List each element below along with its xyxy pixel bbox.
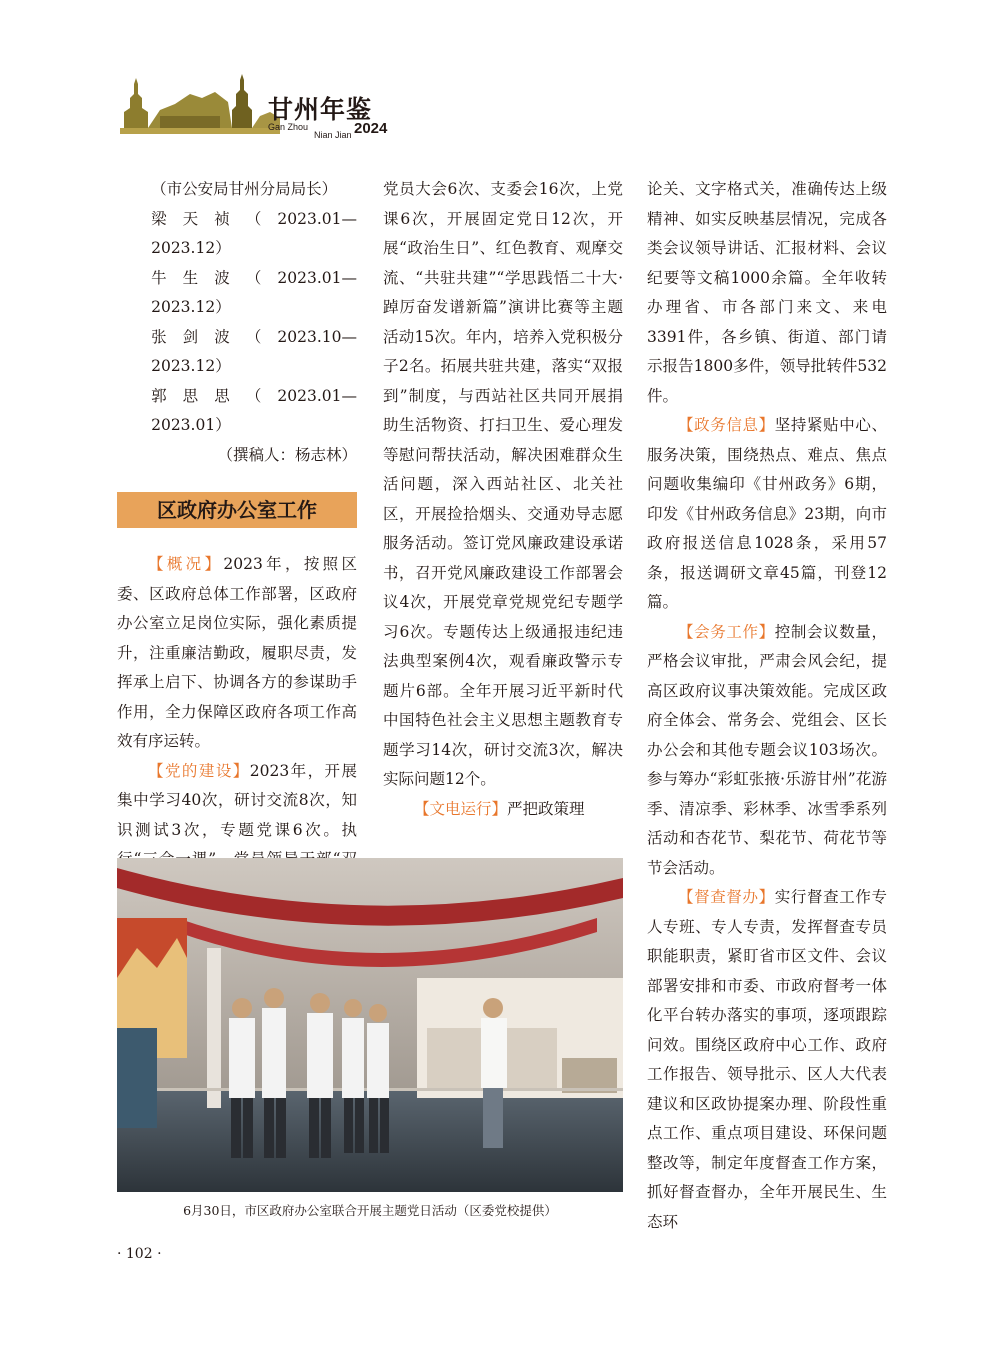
tag-supervision: 【督查督办】 <box>678 888 775 906</box>
list-line: 梁天祯（2023.01—2023.12） <box>151 209 357 257</box>
tag-government-info: 【政务信息】 <box>678 416 775 434</box>
paragraph-government-info: 【政务信息】坚持紧贴中心、服务决策，围绕热点、难点、焦点问题收集编印《甘州政务》6期，印发《甘州政务信息》23期，向市政府报送信息1028条，采用57条，报送调研文章45篇，刊登12篇。 <box>647 416 887 611</box>
tag-party-building: 【党的建设】 <box>148 761 250 780</box>
list-line: 郭思思（2023.01—2023.01） <box>151 386 357 434</box>
tag-overview: 【概况】 <box>148 555 224 573</box>
section-title: 区政府办公室工作 <box>117 492 357 528</box>
paragraph-supervision: 【督查督办】实行督查工作专人专班、专人专责，发挥督查专员职能职责，紧盯省市区文件、会议部署安排和市委、市政府督考一体化平台转办落实的事项，逐项跟踪问效。围绕区政府中心工作、政府工作报告、领导批示、区人大代表建议和区政协提案办理、阶段性重点工作、重点项目建设、环保问题整改等，制定年度督查工作方案，抓好督查督办，全年开展民生、生态环 <box>647 888 887 1231</box>
event-photo <box>117 858 623 1192</box>
column-right <box>647 175 887 1237</box>
list-line: 张剑波（2023.10—2023.12） <box>151 327 357 375</box>
pagoda-landscape-icon <box>120 72 280 140</box>
author-credit: （撰稿人：杨志林） <box>217 445 357 464</box>
column-middle <box>383 175 623 850</box>
paragraph-document-operation-cont: 论关、文字格式关，准确传达上级精神、如实反映基层情况，完成各类会议领导讲话、汇报材料、会议纪要等文稿1000余篇。全年收转办理省、市各部门来文、来电3391件，各乡镇、街道、部门请示报告1800多件，领导批转件532件。 <box>647 180 887 405</box>
list-line: 牛生波（2023.01—2023.12） <box>151 268 357 316</box>
page-number: · 102 · <box>117 1246 162 1262</box>
brand-year: 2024 <box>354 120 388 137</box>
brand-romanized-2: Nian Jian <box>314 130 352 140</box>
tag-meeting-affairs: 【会务工作】 <box>678 622 775 641</box>
paragraph-meeting-affairs: 【会务工作】控制会议数量，严格会议审批，严肃会风会纪，提高区政府议事决策效能。完成区政府全体会、常务会、党组会、区长办公会和其他专题会议103场次。参与筹办“彩虹张掖·乐游甘州”花游季、清凉季、彩林季、冰雪季系列活动和杏花节、梨花节、荷花节等节会活动。 <box>647 622 887 877</box>
tag-document-operation: 【文电运行】 <box>414 799 508 818</box>
brand-name: 甘州年鉴 <box>268 95 373 124</box>
paragraph-document-operation: 【文电运行】严把政策理 <box>414 799 585 818</box>
paragraph-party-building-cont: 党员大会6次、支委会16次，上党课6次，开展固定党日12次，开展“政治生日”、红色教育、观摩交流、“共驻共建”“学思践悟二十大·踔厉奋发谱新篇”演讲比赛等主题活动15次。年内，培养入党积极分子2名。拓展共驻共建，落实“双报到”制度，与西站社区共同开展捐助生活物资、打扫卫生、爱心理发等慰问帮扶活动，解决困难群众生活问题，深入西站社区、北关社区，开展捡拾烟头、交通劝导志愿服务活动。签订党风廉政建设承诺书，召开党风廉政建设工作部署会议4次，开展党章党规党纪专题学习6次。专题传达上级通报违纪违法典型案例4次，观看廉政警示专题片6部。全年开展习近平新时代中国特色社会主义思想主题教育专题学习14次，研讨交流3次，解决实际问题12个。 <box>383 180 623 788</box>
brand-romanized-1: Gan Zhou <box>268 122 309 132</box>
paragraph-party-building: 【党的建设】2023年，开展集中学习40次，研讨交流8次，知识测试3次，专题党课6次。执 <box>117 761 357 839</box>
column-left <box>117 175 357 963</box>
photo-caption: 6月30日，市区政府办公室联合开展主题党日活动（区委党校提供） <box>183 1203 557 1218</box>
paragraph-overview: 【概况】2023年，按照区委、区政府总体工作部署，区政府办公室立足岗位实际，强化素质提升，注重廉洁勤政，履职尽责，发挥承上启下、协调各方的参谋助手作用，全力保障区政府各项工作高效有序运转。 <box>117 555 357 750</box>
list-line: （市公安局甘州分局局长） <box>151 180 338 198</box>
